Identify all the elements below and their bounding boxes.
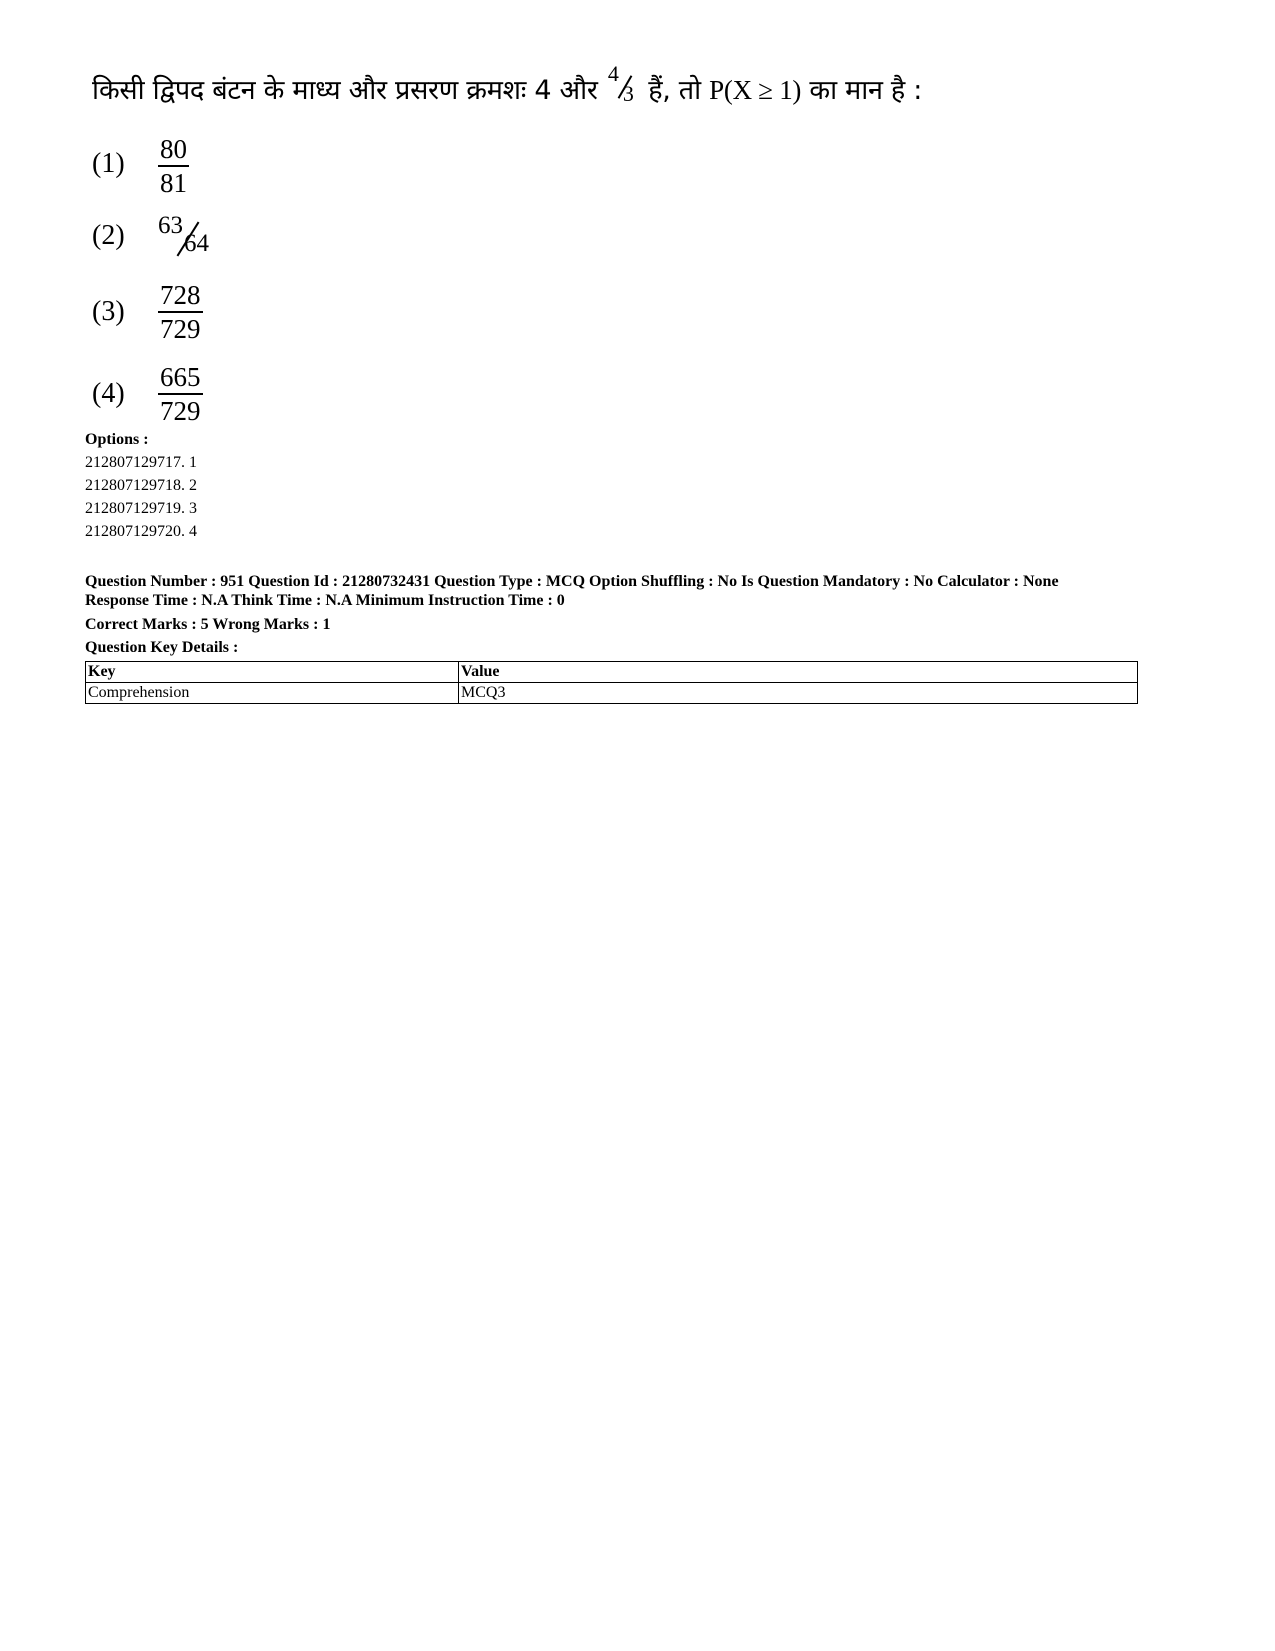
table-header-row — [86, 662, 1138, 683]
option-item: 212807129717. 1 — [85, 454, 197, 471]
table-header-value: Value — [459, 662, 1138, 683]
table-row — [86, 683, 1138, 704]
question-fraction-numerator: 4 — [607, 61, 619, 86]
option-item: 212807129718. 2 — [85, 477, 197, 494]
choice-denominator: 64 — [184, 230, 209, 257]
question-text-mid: हैं, तो — [648, 75, 701, 106]
option-item: 212807129719. 3 — [85, 500, 197, 517]
options-block — [85, 428, 197, 543]
marks-line: Correct Marks : 5 Wrong Marks : 1 — [85, 616, 331, 633]
choice-fraction — [158, 362, 203, 427]
question-fraction-denominator: 3 — [622, 81, 634, 106]
choice-denominator: 81 — [160, 168, 187, 198]
question-image — [92, 61, 923, 442]
choice-denominator: 729 — [160, 396, 201, 426]
choice-fraction — [158, 134, 189, 199]
question-text-before: किसी द्विपद बंटन के माध्य और प्रसरण क्रमशः 4 और — [92, 75, 598, 106]
table-header-key: Key — [86, 662, 459, 683]
question-meta-line2: Response Time : N.A Think Time : N.A Minimum Instruction Time : 0 — [85, 592, 565, 609]
choice-denominator: 729 — [160, 314, 201, 344]
question-math-expression: P(X ≥ 1) — [709, 75, 802, 105]
table-cell-value: MCQ3 — [459, 683, 1138, 704]
choice-fraction — [158, 280, 203, 345]
question-text — [92, 61, 923, 107]
key-details-heading: Question Key Details : — [85, 639, 239, 656]
choice-label: (1) — [92, 148, 125, 179]
table-cell-key: Comprehension — [86, 683, 459, 704]
choice-label: (3) — [92, 296, 125, 327]
choice-fraction — [158, 212, 218, 264]
question-meta-line1: Question Number : 951 Question Id : 21280732431 Question Type : MCQ Option Shuffling : No Is Question Mandatory : No Calculator : None — [85, 573, 1059, 590]
choice-numerator: 63 — [158, 212, 183, 239]
option-item: 212807129720. 4 — [85, 523, 197, 540]
key-details-table — [85, 661, 1138, 704]
question-meta — [85, 572, 1185, 610]
choice-label: (4) — [92, 378, 125, 409]
question-text-after: का मान है : — [809, 75, 923, 106]
choice-numerator: 728 — [158, 280, 203, 313]
choice-label: (2) — [92, 220, 125, 251]
choice-numerator: 665 — [158, 362, 203, 395]
question-fraction — [606, 61, 640, 106]
choice-numerator: 80 — [158, 134, 189, 167]
options-heading: Options : — [85, 431, 149, 448]
